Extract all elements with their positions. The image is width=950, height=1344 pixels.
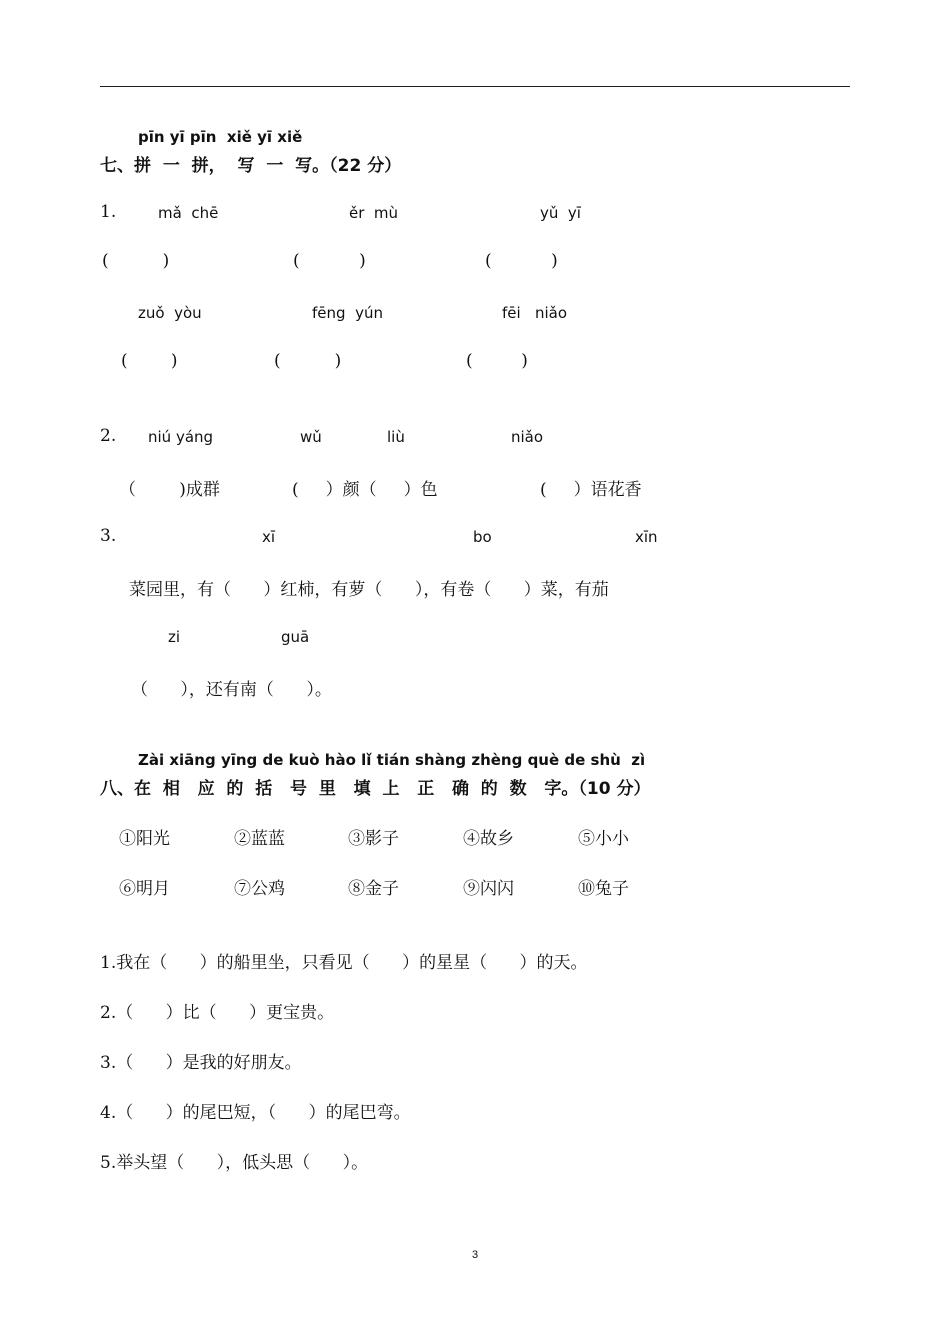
q3-pinyin-4: zi — [168, 628, 181, 646]
section8-question-5: 5.举头望（ ），低头思（ ）。 — [100, 1153, 369, 1173]
section8-pinyin: Zài xiāng yīng de kuò hào lǐ tián shàng zhèng què de shù zì — [138, 751, 646, 769]
section8-title: 八、在 相 应 的 括 号 里 填 上 正 确 的 数 字。（10 分） — [100, 779, 651, 799]
q1-answer-blank-1: ( ) — [102, 251, 170, 271]
section8-question-3: 3.（ ）是我的好朋友。 — [100, 1053, 302, 1073]
header-rule — [100, 86, 850, 87]
q1-answer-blank-3: ( ) — [485, 251, 558, 271]
q3-pinyin-2: bo — [473, 528, 492, 546]
q1-answer-blank-5: ( ) — [274, 351, 342, 371]
q3-pinyin-1: xī — [262, 528, 276, 546]
section8-question-4: 4.（ ）的尾巴短，（ ）的尾巴弯。 — [100, 1103, 411, 1123]
q1-answer-blank-4: ( ) — [121, 351, 178, 371]
section8-question-1: 1.我在（ ）的船里坐，只看见（ ）的星星（ ）的天。 — [100, 953, 588, 973]
page-number: 3 — [472, 1249, 479, 1261]
section7-title: 七、拼 一 拼， 写 一 写。（22 分） — [100, 156, 402, 176]
q2-number: 2. — [100, 426, 117, 446]
option-2: ②蓝蓝 — [234, 829, 285, 849]
q2-blank-2: ( ）颜（ ）色 — [292, 480, 438, 500]
q1-pinyin-1: mǎ chē — [158, 204, 219, 222]
q3-sentence-line-1: 菜园里，有（ ）红柿，有萝（ ），有卷（ ）菜，有茄 — [129, 580, 609, 600]
option-3: ③影子 — [348, 829, 399, 849]
q3-pinyin-5: guā — [281, 628, 310, 646]
q1-pinyin-2: ěr mù — [349, 204, 399, 222]
section8-question-2: 2.（ ）比（ ）更宝贵。 — [100, 1003, 335, 1023]
q2-blank-3: ( ）语花香 — [540, 480, 642, 500]
q1-pinyin-3: yǔ yī — [540, 204, 581, 222]
q2-pinyin-1: niú yáng — [148, 428, 214, 446]
option-6: ⑥明月 — [119, 879, 170, 899]
option-7: ⑦公鸡 — [234, 879, 285, 899]
option-9: ⑨闪闪 — [463, 879, 514, 899]
option-10: ⑩兔子 — [578, 879, 629, 899]
option-1: ①阳光 — [119, 829, 170, 849]
q1-pinyin-5: fēng yún — [312, 304, 383, 322]
q3-number: 3. — [100, 526, 117, 546]
q2-pinyin-4: niǎo — [511, 428, 544, 446]
option-8: ⑧金子 — [348, 879, 399, 899]
section7-pinyin: pīn yī pīn xiě yī xiě — [138, 128, 303, 146]
q2-pinyin-2: wǔ — [300, 428, 322, 446]
q1-answer-blank-6: ( ) — [466, 351, 528, 371]
option-5: ⑤小小 — [578, 829, 629, 849]
q3-pinyin-3: xīn — [635, 528, 658, 546]
q1-pinyin-6: fēi niǎo — [502, 304, 568, 322]
q1-pinyin-4: zuǒ yòu — [138, 304, 202, 322]
q2-pinyin-3: liù — [387, 428, 405, 446]
q1-number: 1. — [100, 202, 117, 222]
q3-sentence-line-2: （ ），还有南（ ）。 — [131, 680, 332, 700]
option-4: ④故乡 — [463, 829, 514, 849]
q1-answer-blank-2: ( ) — [293, 251, 366, 271]
q2-blank-1: （ )成群 — [119, 480, 220, 500]
